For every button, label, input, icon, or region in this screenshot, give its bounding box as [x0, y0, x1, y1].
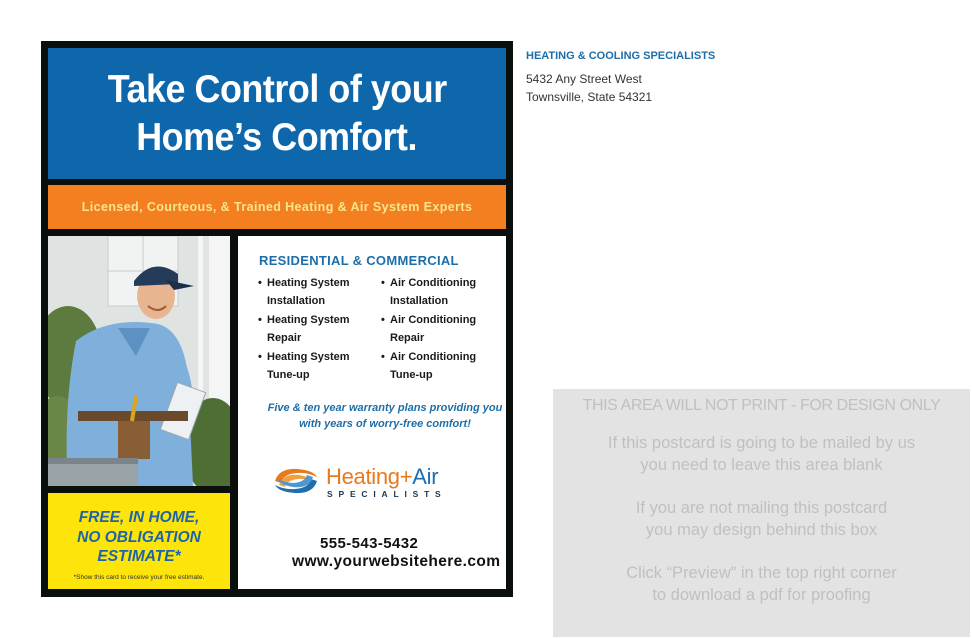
free-estimate-box	[48, 493, 230, 589]
logo-plus: +	[399, 464, 413, 489]
no-print-note-preview: Click “Preview” in the top right corner to download a pdf for proofing	[626, 564, 897, 604]
technician-illustration	[48, 236, 230, 486]
service-item: • Air Conditioning Installation	[381, 274, 498, 310]
no-print-title: THIS AREA WILL NOT PRINT - FOR DESIGN ONLY	[582, 397, 941, 414]
services-list-heating	[258, 274, 375, 385]
phone-number: 555-543-5432	[320, 535, 419, 552]
free-estimate-note: *Show this card to receive your free estimate.	[73, 573, 205, 581]
headline-panel	[48, 48, 506, 179]
company-logo	[271, 462, 461, 502]
no-print-area	[553, 389, 970, 637]
service-item: • Heating System Tune-up	[258, 348, 375, 384]
free-estimate-title: FREE, IN HOME, NO OBLIGATION ESTIMATE*	[77, 509, 201, 565]
logo-word-heating: Heating	[326, 464, 400, 489]
technician-photo	[48, 236, 230, 486]
no-print-note-design: If you are not mailing this postcard you may design behind this box	[635, 499, 888, 539]
sender-address-line-2: Townsville, State 54321	[526, 90, 653, 104]
warranty-text: Five & ten year warranty plans providing you with years of worry-free comfort!	[267, 402, 503, 430]
website-url: www.yourwebsitehere.com	[292, 553, 501, 570]
tagline-bar: Licensed, Courteous, & Trained Heating & Air System Experts	[48, 185, 506, 229]
logo-wordmark	[326, 465, 438, 489]
postcard-front	[41, 41, 513, 597]
services-heading: RESIDENTIAL & COMMERCIAL	[259, 253, 459, 268]
logo-word-air: Air	[412, 464, 439, 489]
service-item: • Heating System Installation	[258, 274, 375, 310]
logo-subtitle: SPECIALISTS	[327, 489, 447, 499]
service-item: • Air Conditioning Tune-up	[381, 348, 498, 384]
headline-line-2: Home’s Comfort.	[136, 115, 418, 159]
headline-line-1: Take Control of your	[107, 67, 447, 111]
service-item: • Heating System Repair	[258, 311, 375, 347]
no-print-note-mailing: If this postcard is going to be mailed by us you need to leave this area blank	[607, 434, 916, 474]
services-panel	[238, 236, 506, 589]
sender-company: HEATING & COOLING SPECIALISTS	[526, 50, 716, 62]
services-list-air-conditioning	[381, 274, 498, 385]
service-item: • Air Conditioning Repair	[381, 311, 498, 347]
sender-address-line-1: 5432 Any Street West	[526, 72, 642, 86]
swirl-logo-icon	[271, 465, 321, 497]
